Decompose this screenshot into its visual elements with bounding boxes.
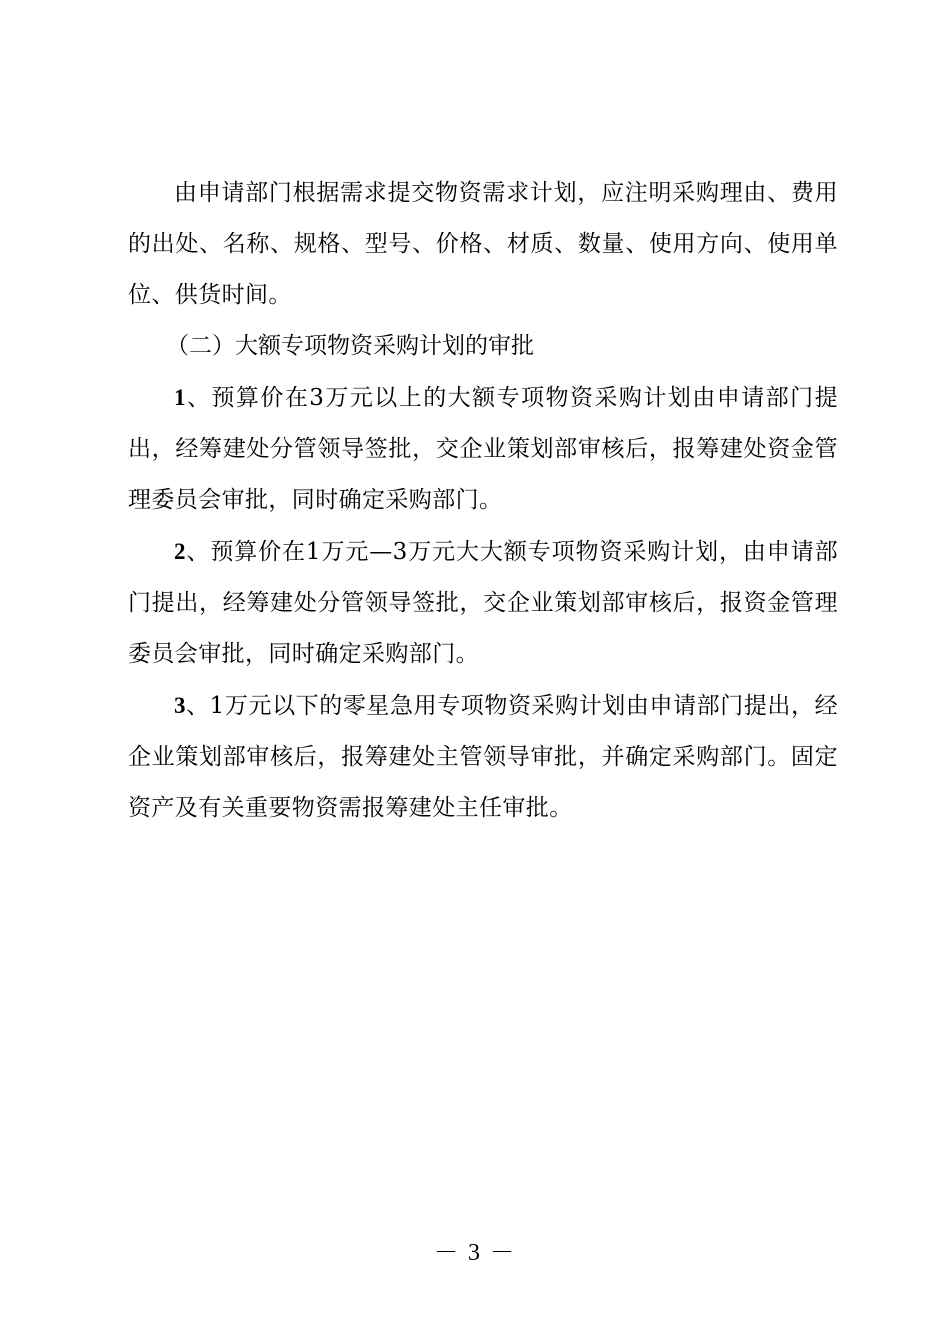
paragraph-item-2 [128, 526, 838, 680]
item-number: 2 [174, 539, 186, 564]
paragraph-text: 由申请部门根据需求提交物资需求计划，应注明采购理由、费用的出处、名称、规格、型号、价格、材质、数量、使用方向、使用单位、供货时间。 [128, 180, 838, 308]
section-heading-large-procurement-approval [128, 321, 838, 372]
paragraph-text: 、预算价在1万元—3万元大大额专项物资采购计划，由申请部门提出，经筹建处分管领导签批，交企业策划部审核后，报资金管理委员会审批，同时确定采购部门。 [128, 539, 838, 667]
paragraph-item-3 [128, 680, 838, 834]
document-body [128, 168, 838, 834]
heading-text: （二）大额专项物资采购计划的审批 [166, 333, 534, 359]
paragraph-text: 、预算价在3万元以上的大额专项物资采购计划由申请部门提出，经筹建处分管领导签批，交企业策划部审核后，报筹建处资金管理委员会审批，同时确定采购部门。 [128, 385, 838, 513]
paragraph-application-requirements [128, 168, 838, 321]
page-number: － 3 － [434, 1240, 516, 1266]
paragraph-text: 、1万元以下的零星急用专项物资采购计划由申请部门提出，经企业策划部审核后，报筹建处主管领导审批，并确定采购部门。固定资产及有关重要物资需报筹建处主任审批。 [128, 693, 838, 821]
item-number: 3 [174, 693, 186, 718]
paragraph-item-1 [128, 372, 838, 526]
item-number: 1 [174, 385, 186, 410]
